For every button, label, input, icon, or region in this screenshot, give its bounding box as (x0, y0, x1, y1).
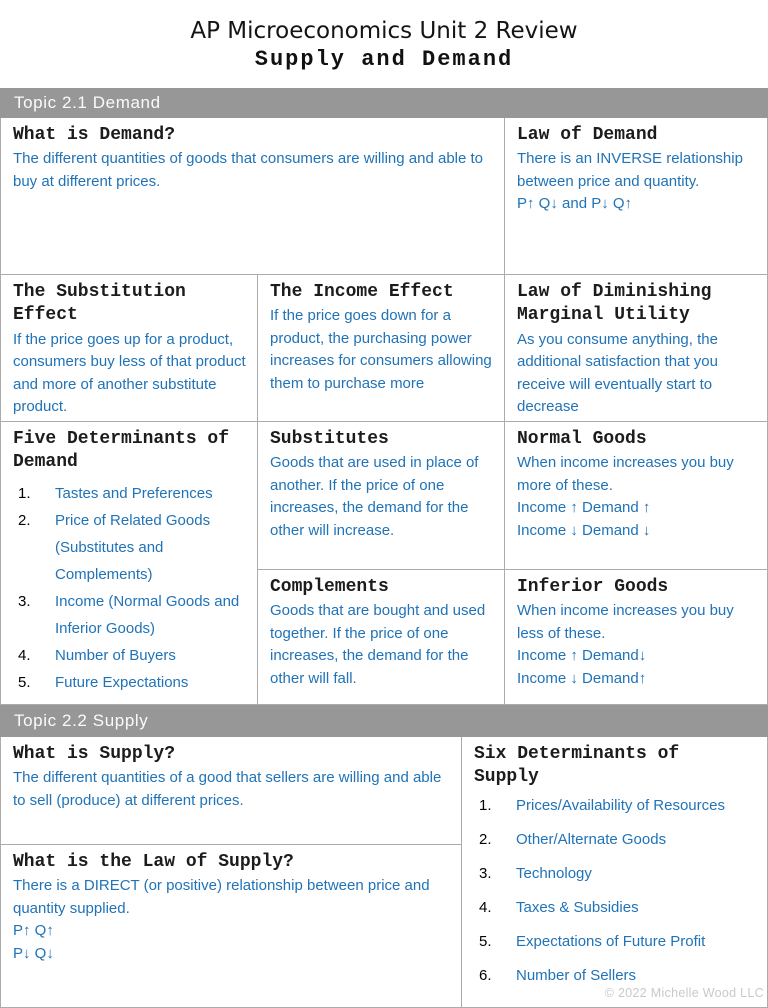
list-item: Prices/Availability of Resources (516, 796, 725, 814)
supply-determinants-list (474, 795, 757, 987)
copyright-watermark: © 2022 Michelle Wood LLC (604, 986, 764, 1000)
heading-six-determinants-of-supply: Six Determinants of Supply (474, 744, 680, 788)
heading-normal-goods: Normal Goods (517, 429, 647, 449)
formula-law-of-supply-1: P↑ Q↑ (13, 922, 54, 940)
cell-income-effect (258, 275, 505, 422)
body-income-effect: If the price goes down for a product, the purchasing power increases for consumers allowing them to purchase more (270, 307, 492, 392)
cell-what-is-supply (1, 737, 462, 845)
formula-inferior-goods-2: Income ↓ Demand↑ (517, 669, 647, 687)
supply-table (0, 737, 768, 1008)
body-inferior-goods: When income increases you buy less of these. (517, 602, 734, 642)
list-item: Income (Normal Goods and Inferior Goods) (55, 592, 240, 637)
list-item: Number of Sellers (516, 966, 637, 984)
cell-five-determinants-of-demand (1, 422, 258, 705)
list-item: Future Expectations (55, 673, 189, 691)
formula-normal-goods-1: Income ↑ Demand ↑ (517, 499, 651, 517)
list-item: Tastes and Preferences (55, 484, 213, 502)
list-item: Price of Related Goods (Substitutes and Complements) (55, 511, 211, 583)
list-item: Number of Buyers (55, 646, 176, 664)
list-item: Taxes & Subsidies (516, 898, 639, 916)
demand-determinants-list (13, 480, 247, 696)
body-law-of-supply: There is a DIRECT (or positive) relationship between price and quantity supplied. (13, 877, 430, 917)
list-item: Technology (516, 864, 592, 882)
cell-normal-goods (505, 422, 767, 570)
body-diminishing-marginal-utility: As you consume anything, the additional satisfaction that you receive will eventually start to decrease (517, 330, 718, 416)
heading-what-is-supply: What is Supply? (13, 744, 176, 764)
list-item: Expectations of Future Profit (516, 932, 706, 950)
heading-substitutes: Substitutes (270, 429, 389, 449)
heading-inferior-goods: Inferior Goods (517, 577, 669, 597)
heading-diminishing-marginal-utility: Law of Diminishing Marginal Utility (517, 282, 712, 326)
cell-inferior-goods (505, 570, 767, 705)
heading-five-determinants-of-demand: Five Determinants of Demand (13, 429, 230, 473)
document-subtitle: Supply and Demand (254, 46, 514, 72)
cell-complements (258, 570, 505, 705)
document-header (0, 0, 768, 88)
heading-income-effect: The Income Effect (270, 282, 454, 302)
body-normal-goods: When income increases you buy more of these. (517, 454, 734, 494)
body-substitution-effect: If the price goes up for a product, consumers buy less of that product and more of another substitute product. (13, 330, 246, 416)
formula-normal-goods-2: Income ↓ Demand ↓ (517, 521, 651, 539)
heading-substitution-effect: The Substitution Effect (13, 282, 186, 326)
cell-six-determinants-of-supply (462, 737, 767, 1008)
section-bar-supply (0, 705, 768, 737)
cell-substitution-effect (1, 275, 258, 422)
cell-law-of-supply (1, 845, 462, 1008)
heading-law-of-demand: Law of Demand (517, 125, 658, 145)
body-substitutes: Goods that are used in place of another. If the price of one increases, the demand for the other will increase. (270, 454, 479, 539)
formula-law-of-demand: P↑ Q↓ and P↓ Q↑ (517, 195, 633, 213)
formula-inferior-goods-1: Income ↑ Demand↓ (517, 647, 647, 665)
heading-complements: Complements (270, 577, 389, 597)
cell-diminishing-marginal-utility (505, 275, 767, 422)
section-bar-demand-label: Topic 2.1 Demand (14, 93, 161, 112)
heading-law-of-supply: What is the Law of Supply? (13, 852, 294, 872)
cell-substitutes (258, 422, 505, 570)
cell-what-is-demand (1, 118, 505, 275)
body-complements: Goods that are bought and used together. If the price of one increases, the demand for the other will fall. (270, 602, 486, 687)
heading-what-is-demand: What is Demand? (13, 125, 176, 145)
section-bar-supply-label: Topic 2.2 Supply (14, 711, 149, 730)
demand-table (0, 118, 768, 705)
document-title: AP Microeconomics Unit 2 Review (190, 18, 578, 44)
body-law-of-demand: There is an INVERSE relationship between price and quantity. (517, 150, 743, 190)
body-what-is-demand: The different quantities of goods that consumers are willing and able to buy at different prices. (13, 150, 484, 190)
cell-law-of-demand (505, 118, 767, 275)
body-what-is-supply: The different quantities of a good that sellers are willing and able to sell (produce) at different prices. (13, 769, 442, 809)
section-bar-demand (0, 88, 768, 118)
list-item: Other/Alternate Goods (516, 830, 667, 848)
formula-law-of-supply-2: P↓ Q↓ (13, 944, 54, 962)
